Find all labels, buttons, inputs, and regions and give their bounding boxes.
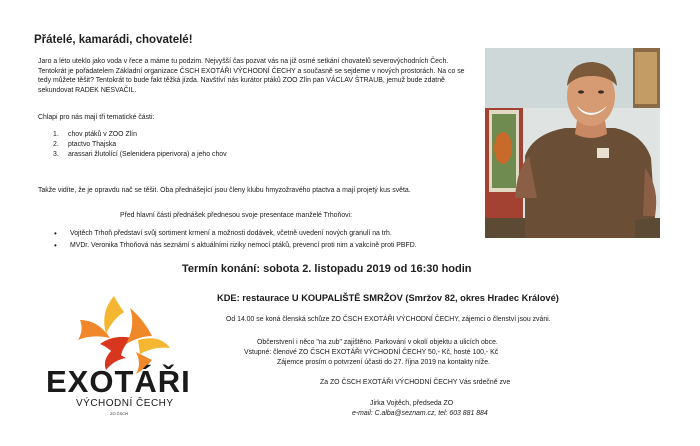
entry-fee: Vstupné: členové ZO ČSCH EXOTÁŘI VÝCHODNÍ ČECHY 50,- Kč, hosté 100,- Kč	[244, 349, 499, 356]
rsvp-note: Zájemce prosím o potvrzení účasti do 27. října 2019 na kontakty níže.	[277, 359, 490, 366]
logo-tiny-text: ZO ČSCH	[110, 411, 128, 416]
list-item: • MVDr. Veronika Trhoňová nás seznámí s aktuálními riziky nemocí ptáků, prevencí proti nim a vakcíně proti PBFD.	[48, 240, 488, 252]
page-title: Přátelé, kamarádi, chovatelé!	[34, 34, 193, 46]
meeting-note: Od 14.00 se koná členská schůze ZO ČSCH EXOTÁŘI VÝCHODNÍ ČECHY, zájemci o členství jsou zváni.	[226, 316, 551, 323]
speaker-photo	[485, 48, 660, 238]
list-item: 1. chov ptáků v ZOO Zlín	[53, 131, 137, 138]
signature: Jirka Vojtěch, předseda ZO	[370, 400, 454, 407]
intro-paragraph: Jaro a léto uteklo jako voda v řece a máme tu podzim. Nejvyšší čas pozvat vás na již osmé setkání chovatelů severovýchodních Čech. Tentokrát je pořadatelem Základní organizace ČSCH EXOTÁŘI VÝCHODNÍ ČECHY a současně se sejdeme v nových prostorách. Na co se tedy můžete těšit? Tentokrát to bude fakt těžká jízda. Navštíví nás kurátor ptáků ZOO Zlín pan VÁCLAV ŠTRAUB, jemuž bude zdatně sekundovat RADEK NESVAČIL.	[38, 58, 465, 94]
logo-wordmark: EXOTÁŘI	[46, 364, 191, 399]
event-venue: KDE: restaurace U KOUPALIŠTĚ SMRŽOV (Smržov 82, okres Hradec Králové)	[217, 293, 559, 303]
pre-lectures-line: Před hlavní částí přednášek přednesou svoje presentace manželé Trhoňovi:	[119, 212, 353, 219]
exotari-logo	[40, 290, 210, 420]
closing-paragraph: Takže vidíte, že je opravdu nač se těšit. Oba přednášející jsou členy klubu hmyzožravého ptactva a mají projetý kus světa.	[38, 187, 411, 194]
list-item: 3. arassari žlutolící (Selenidera piperivora) a jeho chov	[53, 150, 227, 158]
logo-subtitle: VÝCHODNÍ ČECHY	[76, 398, 174, 409]
refreshments-note: Občerstvení i něco "na zub" zajištěno. Parkování v okolí objektu a ulicích obce.	[257, 339, 498, 346]
topics-heading: Chlapi pro nás mají tři tematické části:	[38, 114, 155, 121]
event-date: Termín konání: sobota 2. listopadu 2019 od 16:30 hodin	[182, 263, 472, 275]
list-item: 2. ptactvo Thajska	[53, 140, 117, 148]
presenters-list	[48, 228, 488, 252]
list-item: • Vojtěch Trhoň představí svůj sortiment krmení a možnosti dodávek, včetně uvedení nových granulí na trh.	[48, 228, 488, 240]
invite-line: Za ZO ČSCH EXOTÁŘI VÝCHODNÍ ČECHY Vás srdečně zve	[320, 379, 511, 386]
topics-list	[48, 130, 468, 159]
contact-line: e-mail: C.alba@seznam.cz, tel: 603 881 884	[352, 410, 488, 417]
bird-logo-icon	[78, 296, 170, 374]
